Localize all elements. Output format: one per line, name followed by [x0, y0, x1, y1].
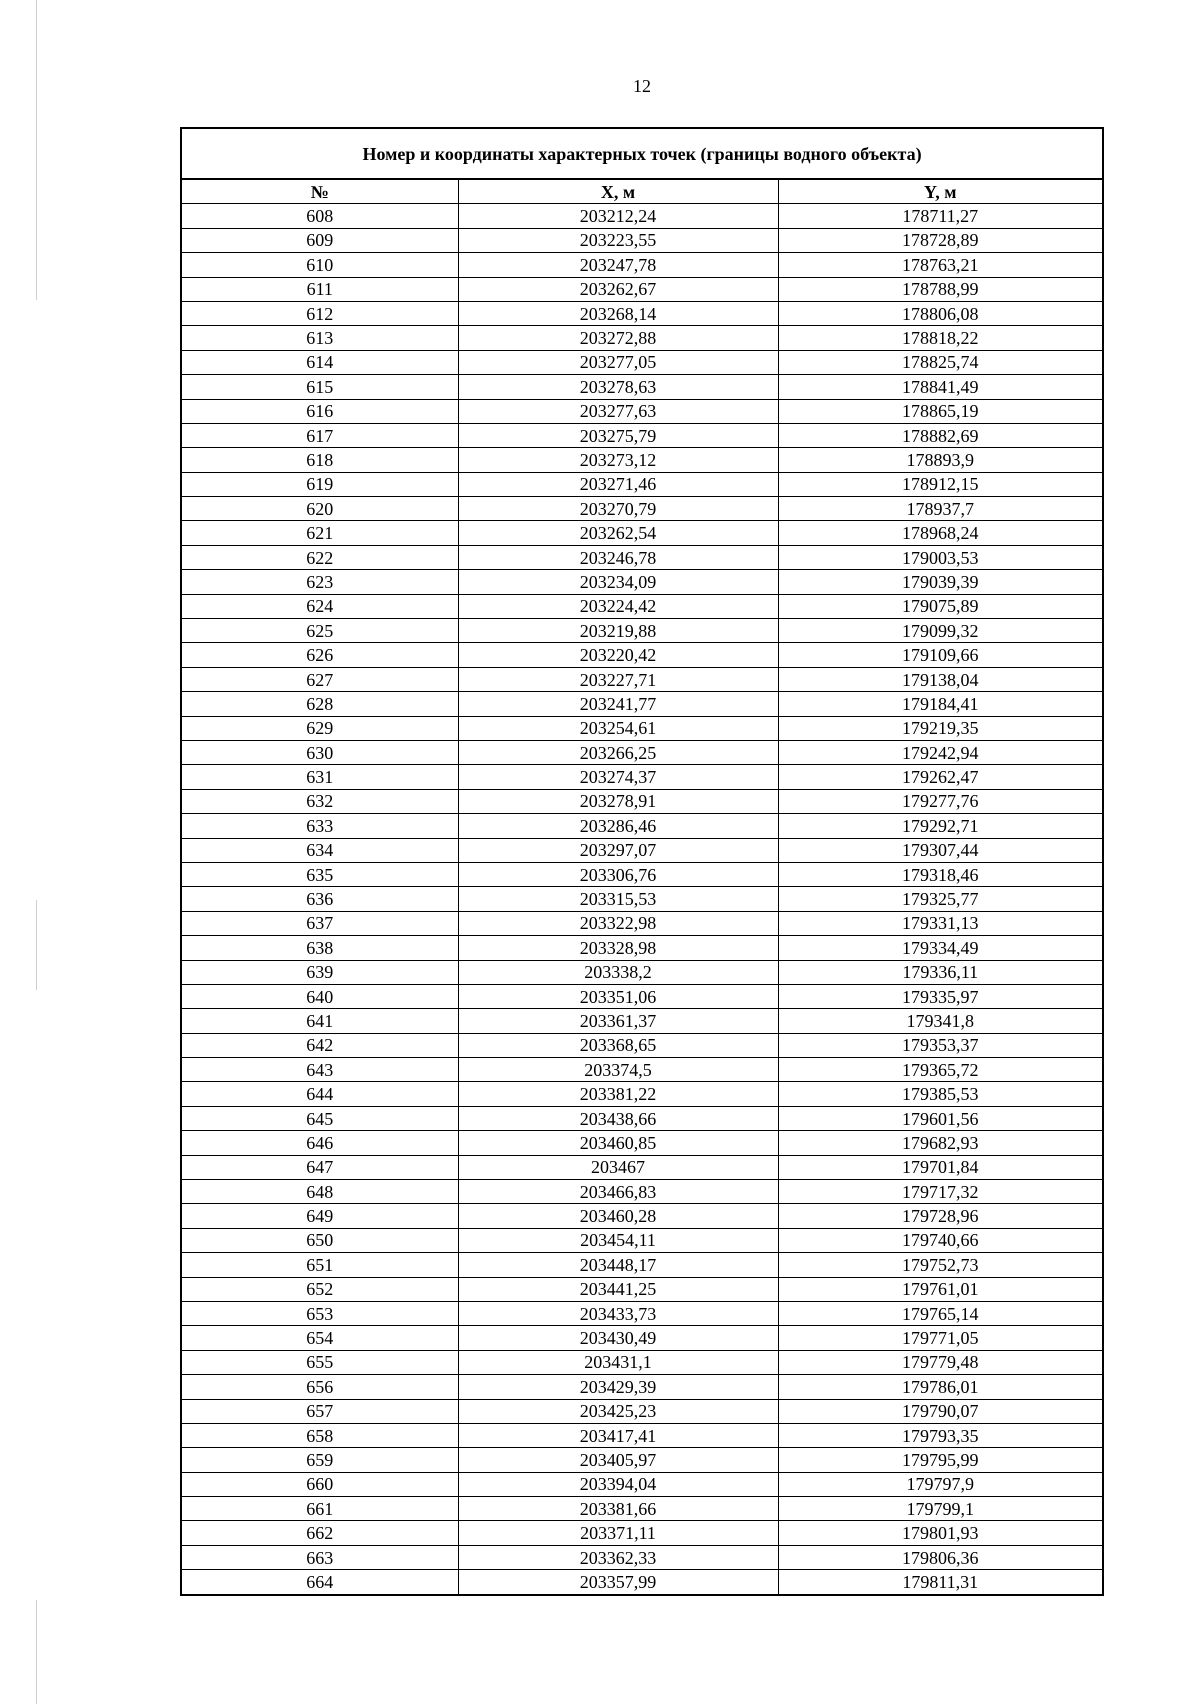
point-number-cell: 619	[181, 472, 458, 496]
table-row	[181, 1326, 1103, 1350]
y-coordinate-cell: 179262,47	[778, 765, 1103, 789]
y-coordinate-cell: 179219,35	[778, 716, 1103, 740]
point-number-cell: 649	[181, 1204, 458, 1228]
y-coordinate-cell: 179039,39	[778, 570, 1103, 594]
point-number-cell: 653	[181, 1301, 458, 1325]
y-coordinate-cell: 178806,08	[778, 301, 1103, 325]
y-coordinate-cell: 178912,15	[778, 472, 1103, 496]
y-coordinate-cell: 179331,13	[778, 911, 1103, 935]
table-row	[181, 1375, 1103, 1399]
x-coordinate-cell: 203268,14	[458, 301, 778, 325]
point-number-cell: 625	[181, 619, 458, 643]
scan-margin-line-top	[36, 0, 37, 300]
table-row	[181, 936, 1103, 960]
point-number-cell: 618	[181, 448, 458, 472]
table-row	[181, 448, 1103, 472]
table-row	[181, 643, 1103, 667]
point-number-cell: 615	[181, 375, 458, 399]
y-coordinate-cell: 178865,19	[778, 399, 1103, 423]
y-coordinate-cell: 178937,7	[778, 497, 1103, 521]
table-row	[181, 1106, 1103, 1130]
x-coordinate-cell: 203467	[458, 1155, 778, 1179]
x-coordinate-cell: 203271,46	[458, 472, 778, 496]
y-coordinate-cell: 179242,94	[778, 740, 1103, 764]
point-number-cell: 664	[181, 1570, 458, 1595]
y-coordinate-cell: 178825,74	[778, 350, 1103, 374]
y-coordinate-cell: 178818,22	[778, 326, 1103, 350]
x-coordinate-cell: 203460,85	[458, 1131, 778, 1155]
table-body	[181, 204, 1103, 1595]
x-coordinate-cell: 203262,54	[458, 521, 778, 545]
table-row	[181, 984, 1103, 1008]
x-coordinate-cell: 203430,49	[458, 1326, 778, 1350]
table-row	[181, 1228, 1103, 1252]
y-coordinate-cell: 179799,1	[778, 1497, 1103, 1521]
y-coordinate-cell: 179336,11	[778, 960, 1103, 984]
x-coordinate-cell: 203381,22	[458, 1082, 778, 1106]
x-coordinate-cell: 203338,2	[458, 960, 778, 984]
table-row	[181, 301, 1103, 325]
point-number-cell: 651	[181, 1253, 458, 1277]
x-coordinate-cell: 203266,25	[458, 740, 778, 764]
point-number-cell: 626	[181, 643, 458, 667]
table-row	[181, 1545, 1103, 1569]
y-coordinate-cell: 179335,97	[778, 984, 1103, 1008]
y-coordinate-cell: 179109,66	[778, 643, 1103, 667]
y-coordinate-cell: 179793,35	[778, 1423, 1103, 1447]
table-row	[181, 570, 1103, 594]
point-number-cell: 662	[181, 1521, 458, 1545]
y-coordinate-cell: 179801,93	[778, 1521, 1103, 1545]
table-row	[181, 765, 1103, 789]
y-coordinate-cell: 179717,32	[778, 1180, 1103, 1204]
y-coordinate-cell: 179099,32	[778, 619, 1103, 643]
point-number-cell: 628	[181, 692, 458, 716]
x-coordinate-cell: 203322,98	[458, 911, 778, 935]
table-caption-row	[181, 128, 1103, 179]
point-number-cell: 623	[181, 570, 458, 594]
y-coordinate-cell: 179277,76	[778, 789, 1103, 813]
y-coordinate-cell: 179334,49	[778, 936, 1103, 960]
table-row	[181, 350, 1103, 374]
x-coordinate-cell: 203429,39	[458, 1375, 778, 1399]
point-number-cell: 612	[181, 301, 458, 325]
x-coordinate-cell: 203315,53	[458, 887, 778, 911]
table-row	[181, 740, 1103, 764]
x-coordinate-cell: 203273,12	[458, 448, 778, 472]
point-number-cell: 609	[181, 228, 458, 252]
table-row	[181, 1350, 1103, 1374]
table-row	[181, 545, 1103, 569]
point-number-cell: 634	[181, 838, 458, 862]
x-coordinate-cell: 203371,11	[458, 1521, 778, 1545]
point-number-cell: 642	[181, 1033, 458, 1057]
x-coordinate-cell: 203278,91	[458, 789, 778, 813]
point-number-cell: 638	[181, 936, 458, 960]
table-row	[181, 1448, 1103, 1472]
point-number-cell: 622	[181, 545, 458, 569]
x-coordinate-cell: 203247,78	[458, 253, 778, 277]
point-number-cell: 608	[181, 204, 458, 228]
coordinates-table	[180, 127, 1104, 1596]
point-number-cell: 624	[181, 594, 458, 618]
y-coordinate-cell: 178711,27	[778, 204, 1103, 228]
scan-margin-line-bottom	[36, 1600, 37, 1704]
y-coordinate-cell: 178763,21	[778, 253, 1103, 277]
table-row	[181, 619, 1103, 643]
point-number-cell: 616	[181, 399, 458, 423]
table-row	[181, 862, 1103, 886]
y-coordinate-cell: 179365,72	[778, 1058, 1103, 1082]
point-number-cell: 657	[181, 1399, 458, 1423]
x-coordinate-cell: 203223,55	[458, 228, 778, 252]
x-coordinate-cell: 203433,73	[458, 1301, 778, 1325]
x-coordinate-cell: 203425,23	[458, 1399, 778, 1423]
point-number-cell: 654	[181, 1326, 458, 1350]
table-row	[181, 1399, 1103, 1423]
point-number-cell: 647	[181, 1155, 458, 1179]
table-row	[181, 789, 1103, 813]
table-row	[181, 692, 1103, 716]
x-coordinate-cell: 203417,41	[458, 1423, 778, 1447]
x-coordinate-cell: 203219,88	[458, 619, 778, 643]
point-number-cell: 661	[181, 1497, 458, 1521]
point-number-cell: 648	[181, 1180, 458, 1204]
x-coordinate-cell: 203262,67	[458, 277, 778, 301]
y-coordinate-cell: 179771,05	[778, 1326, 1103, 1350]
table-row	[181, 1180, 1103, 1204]
point-number-cell: 632	[181, 789, 458, 813]
y-coordinate-cell: 179765,14	[778, 1301, 1103, 1325]
x-coordinate-cell: 203441,25	[458, 1277, 778, 1301]
point-number-cell: 635	[181, 862, 458, 886]
x-coordinate-cell: 203357,99	[458, 1570, 778, 1595]
x-coordinate-cell: 203361,37	[458, 1009, 778, 1033]
y-coordinate-cell: 179184,41	[778, 692, 1103, 716]
x-coordinate-cell: 203220,42	[458, 643, 778, 667]
x-coordinate-cell: 203405,97	[458, 1448, 778, 1472]
table-row	[181, 716, 1103, 740]
y-coordinate-cell: 179797,9	[778, 1472, 1103, 1496]
table-row	[181, 1253, 1103, 1277]
table-row	[181, 814, 1103, 838]
table-row	[181, 472, 1103, 496]
table-row	[181, 497, 1103, 521]
y-coordinate-cell: 179761,01	[778, 1277, 1103, 1301]
header-x: X, м	[458, 179, 778, 204]
table-row	[181, 1082, 1103, 1106]
x-coordinate-cell: 203297,07	[458, 838, 778, 862]
x-coordinate-cell: 203454,11	[458, 1228, 778, 1252]
table-row	[181, 594, 1103, 618]
point-number-cell: 614	[181, 350, 458, 374]
y-coordinate-cell: 179682,93	[778, 1131, 1103, 1155]
y-coordinate-cell: 179341,8	[778, 1009, 1103, 1033]
y-coordinate-cell: 179601,56	[778, 1106, 1103, 1130]
y-coordinate-cell: 178728,89	[778, 228, 1103, 252]
x-coordinate-cell: 203246,78	[458, 545, 778, 569]
point-number-cell: 610	[181, 253, 458, 277]
x-coordinate-cell: 203374,5	[458, 1058, 778, 1082]
point-number-cell: 639	[181, 960, 458, 984]
table-row	[181, 1204, 1103, 1228]
point-number-cell: 659	[181, 1448, 458, 1472]
table-row	[181, 204, 1103, 228]
y-coordinate-cell: 179806,36	[778, 1545, 1103, 1569]
header-number: №	[181, 179, 458, 204]
x-coordinate-cell: 203351,06	[458, 984, 778, 1008]
x-coordinate-cell: 203254,61	[458, 716, 778, 740]
scan-margin-line-middle	[36, 900, 37, 990]
x-coordinate-cell: 203224,42	[458, 594, 778, 618]
table-row	[181, 667, 1103, 691]
x-coordinate-cell: 203328,98	[458, 936, 778, 960]
x-coordinate-cell: 203234,09	[458, 570, 778, 594]
x-coordinate-cell: 203272,88	[458, 326, 778, 350]
x-coordinate-cell: 203241,77	[458, 692, 778, 716]
y-coordinate-cell: 178882,69	[778, 423, 1103, 447]
x-coordinate-cell: 203466,83	[458, 1180, 778, 1204]
table-row	[181, 375, 1103, 399]
table-row	[181, 253, 1103, 277]
table-header-row	[181, 179, 1103, 204]
y-coordinate-cell: 179752,73	[778, 1253, 1103, 1277]
table-row	[181, 1521, 1103, 1545]
x-coordinate-cell: 203306,76	[458, 862, 778, 886]
y-coordinate-cell: 179728,96	[778, 1204, 1103, 1228]
x-coordinate-cell: 203275,79	[458, 423, 778, 447]
point-number-cell: 656	[181, 1375, 458, 1399]
x-coordinate-cell: 203431,1	[458, 1350, 778, 1374]
x-coordinate-cell: 203270,79	[458, 497, 778, 521]
y-coordinate-cell: 179779,48	[778, 1350, 1103, 1374]
page-number: 12	[633, 76, 651, 96]
x-coordinate-cell: 203274,37	[458, 765, 778, 789]
x-coordinate-cell: 203448,17	[458, 1253, 778, 1277]
table-row	[181, 911, 1103, 935]
point-number-cell: 631	[181, 765, 458, 789]
y-coordinate-cell: 179075,89	[778, 594, 1103, 618]
x-coordinate-cell: 203286,46	[458, 814, 778, 838]
x-coordinate-cell: 203460,28	[458, 1204, 778, 1228]
y-coordinate-cell: 179811,31	[778, 1570, 1103, 1595]
point-number-cell: 663	[181, 1545, 458, 1569]
point-number-cell: 620	[181, 497, 458, 521]
point-number-cell: 629	[181, 716, 458, 740]
point-number-cell: 641	[181, 1009, 458, 1033]
table-row	[181, 1423, 1103, 1447]
x-coordinate-cell: 203227,71	[458, 667, 778, 691]
point-number-cell: 646	[181, 1131, 458, 1155]
y-coordinate-cell: 179740,66	[778, 1228, 1103, 1252]
table-row	[181, 228, 1103, 252]
y-coordinate-cell: 179003,53	[778, 545, 1103, 569]
table-row	[181, 1301, 1103, 1325]
x-coordinate-cell: 203277,63	[458, 399, 778, 423]
table-row	[181, 277, 1103, 301]
y-coordinate-cell: 178841,49	[778, 375, 1103, 399]
point-number-cell: 613	[181, 326, 458, 350]
table-row	[181, 1277, 1103, 1301]
y-coordinate-cell: 178893,9	[778, 448, 1103, 472]
y-coordinate-cell: 179790,07	[778, 1399, 1103, 1423]
y-coordinate-cell: 179318,46	[778, 862, 1103, 886]
x-coordinate-cell: 203381,66	[458, 1497, 778, 1521]
x-coordinate-cell: 203362,33	[458, 1545, 778, 1569]
table-row	[181, 1570, 1103, 1595]
y-coordinate-cell: 179701,84	[778, 1155, 1103, 1179]
table-row	[181, 1033, 1103, 1057]
table-row	[181, 838, 1103, 862]
point-number-cell: 644	[181, 1082, 458, 1106]
point-number-cell: 617	[181, 423, 458, 447]
x-coordinate-cell: 203278,63	[458, 375, 778, 399]
table-row	[181, 1058, 1103, 1082]
y-coordinate-cell: 179307,44	[778, 838, 1103, 862]
table-row	[181, 1472, 1103, 1496]
point-number-cell: 645	[181, 1106, 458, 1130]
header-y: Y, м	[778, 179, 1103, 204]
point-number-cell: 637	[181, 911, 458, 935]
x-coordinate-cell: 203438,66	[458, 1106, 778, 1130]
table-row	[181, 326, 1103, 350]
x-coordinate-cell: 203394,04	[458, 1472, 778, 1496]
table-row	[181, 399, 1103, 423]
point-number-cell: 636	[181, 887, 458, 911]
point-number-cell: 658	[181, 1423, 458, 1447]
table-row	[181, 887, 1103, 911]
point-number-cell: 611	[181, 277, 458, 301]
point-number-cell: 650	[181, 1228, 458, 1252]
table-row	[181, 1009, 1103, 1033]
point-number-cell: 660	[181, 1472, 458, 1496]
point-number-cell: 655	[181, 1350, 458, 1374]
x-coordinate-cell: 203368,65	[458, 1033, 778, 1057]
y-coordinate-cell: 179786,01	[778, 1375, 1103, 1399]
y-coordinate-cell: 179353,37	[778, 1033, 1103, 1057]
point-number-cell: 633	[181, 814, 458, 838]
table-row	[181, 1131, 1103, 1155]
point-number-cell: 630	[181, 740, 458, 764]
table-row	[181, 1155, 1103, 1179]
table-row	[181, 960, 1103, 984]
y-coordinate-cell: 179795,99	[778, 1448, 1103, 1472]
x-coordinate-cell: 203212,24	[458, 204, 778, 228]
table-row	[181, 521, 1103, 545]
y-coordinate-cell: 179292,71	[778, 814, 1103, 838]
x-coordinate-cell: 203277,05	[458, 350, 778, 374]
table-row	[181, 1497, 1103, 1521]
y-coordinate-cell: 178788,99	[778, 277, 1103, 301]
point-number-cell: 621	[181, 521, 458, 545]
point-number-cell: 643	[181, 1058, 458, 1082]
point-number-cell: 652	[181, 1277, 458, 1301]
table-caption: Номер и координаты характерных точек (границы водного объекта)	[181, 128, 1103, 179]
table-row	[181, 423, 1103, 447]
y-coordinate-cell: 178968,24	[778, 521, 1103, 545]
y-coordinate-cell: 179138,04	[778, 667, 1103, 691]
y-coordinate-cell: 179325,77	[778, 887, 1103, 911]
point-number-cell: 640	[181, 984, 458, 1008]
y-coordinate-cell: 179385,53	[778, 1082, 1103, 1106]
point-number-cell: 627	[181, 667, 458, 691]
